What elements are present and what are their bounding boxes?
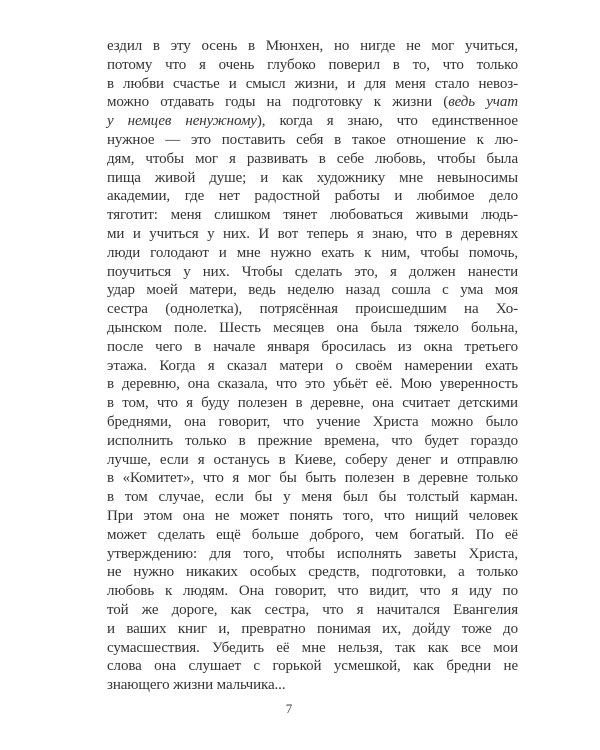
text-segment: потому что я очень глубоко поверил в то, что только: [107, 56, 518, 73]
text-line: [107, 319, 518, 338]
text-line: [107, 131, 518, 150]
text-segment: этажа. Когда я сказал матери о своём намерении ехать: [107, 357, 518, 374]
text-line: [107, 620, 518, 639]
text-segment: сестра (однолетка), потрясённая происшедшим на Хо-: [107, 301, 518, 318]
text-line: [107, 413, 518, 432]
text-line: [107, 488, 518, 507]
text-line: [107, 526, 518, 545]
text-segment: люди голодают и мне нужно ехать к ним, чтобы помочь,: [107, 244, 518, 261]
text-segment: дям, чтобы мог я развивать в себе любовь, чтобы была: [107, 150, 518, 167]
text-segment: знающего жизни мальчика...: [107, 677, 286, 694]
text-line: [107, 225, 518, 244]
text-line: [107, 93, 518, 112]
text-segment: слова она слушает с горькой усмешкой, как бредни не: [107, 658, 518, 675]
text-line: [107, 357, 518, 376]
text-segment: исполнить только в прежние времена, что будет гораздо: [107, 432, 518, 449]
text-segment: утверждению: для того, чтобы исполнять заветы Христа,: [107, 545, 518, 562]
text-segment: лучше, если я останусь в Киеве, соберу денег и отправлю: [107, 451, 518, 468]
text-segment: в том, что я буду полезен в деревне, она считает детскими: [107, 395, 518, 412]
text-line: [107, 545, 518, 564]
text-line: [107, 451, 518, 470]
text-segment: может сделать ещё больше доброго, чем богатый. По её: [107, 526, 518, 543]
text-line: [107, 507, 518, 526]
text-segment: любовь к людям. Она говорит, что видит, что я иду по: [107, 583, 518, 600]
text-segment: в деревню, она сказала, что это убьёт её. Мою уверенность: [107, 376, 518, 393]
text-segment: При этом она не может понять того, что нищий человек: [107, 507, 518, 524]
text-line: [107, 206, 518, 225]
text-line: [107, 169, 518, 188]
text-segment: тяготит: меня слишком тянет любоваться живыми людь-: [107, 207, 518, 224]
text-segment: ми и учиться у них. И вот теперь я знаю, что в деревнях: [107, 225, 518, 242]
text-line: [107, 56, 518, 75]
text-segment: нужное — это поставить себя в такое отношение к лю-: [107, 131, 518, 148]
text-segment: удар моей матери, ведь неделю назад сошла с ума моя: [107, 282, 518, 299]
text-line: [107, 37, 518, 56]
text-line: [107, 150, 518, 169]
text-segment: бреднями, она говорит, что учение Христа можно было: [107, 413, 518, 430]
text-line: [107, 582, 518, 601]
text-line: [107, 300, 518, 319]
text-segment: поучиться у них. Чтобы сделать это, я должен нанести: [107, 263, 518, 280]
text-segment: в любви счастье и смысл жизни, и для меня стало невоз-: [107, 75, 518, 92]
text-line: [107, 75, 518, 94]
text-line: [107, 601, 518, 620]
text-segment: дынском поле. Шесть месяцев она была тяжело больна,: [107, 319, 518, 336]
text-segment: ездил в эту осень в Мюнхен, но нигде не мог учиться,: [107, 38, 518, 54]
text-segment: ), когда я знаю, что единственное: [256, 113, 518, 130]
text-segment: и ваших книг и, превратно понимая их, дойду тоже до: [107, 620, 518, 637]
text-line: [107, 639, 518, 658]
text-segment: после чего в начале января бросилась из окна третьего: [107, 338, 518, 355]
text-line: [107, 263, 518, 282]
text-segment: в «Комитет», что я мог бы быть полезен в деревне только: [107, 470, 518, 487]
text-line: [107, 244, 518, 263]
text-segment: пища живой душе; и как художнику мне невыносимы: [107, 169, 518, 186]
text-segment: академии, где нет радостной работы и любимое дело: [107, 188, 518, 205]
text-line: [107, 375, 518, 394]
text-segment: можно отдавать годы на подготовку к жизни (: [107, 94, 449, 111]
text-line: [107, 112, 518, 131]
text-line: [107, 281, 518, 300]
italic-text-segment: ведь учат: [448, 94, 518, 111]
text-line: [107, 394, 518, 413]
text-line: [107, 676, 518, 695]
text-segment: в том случае, если бы у меня был бы толстый карман.: [107, 489, 518, 506]
italic-text-segment: у немцев ненужному: [107, 113, 257, 130]
text-segment: той же дороге, как сестра, что я начитался Евангелия: [107, 601, 518, 618]
text-line: [107, 563, 518, 582]
text-segment: не нужно никаких особых средств, подготовки, а только: [107, 564, 518, 581]
text-line: [107, 432, 518, 451]
page-number: 7: [285, 701, 293, 716]
text-line: [107, 338, 518, 357]
text-segment: сумасшествия. Убедить её мне нельзя, так как все мои: [107, 639, 518, 656]
text-line: [107, 187, 518, 206]
text-line: [107, 469, 518, 488]
text-line: [107, 657, 518, 676]
body-text: [107, 37, 518, 695]
